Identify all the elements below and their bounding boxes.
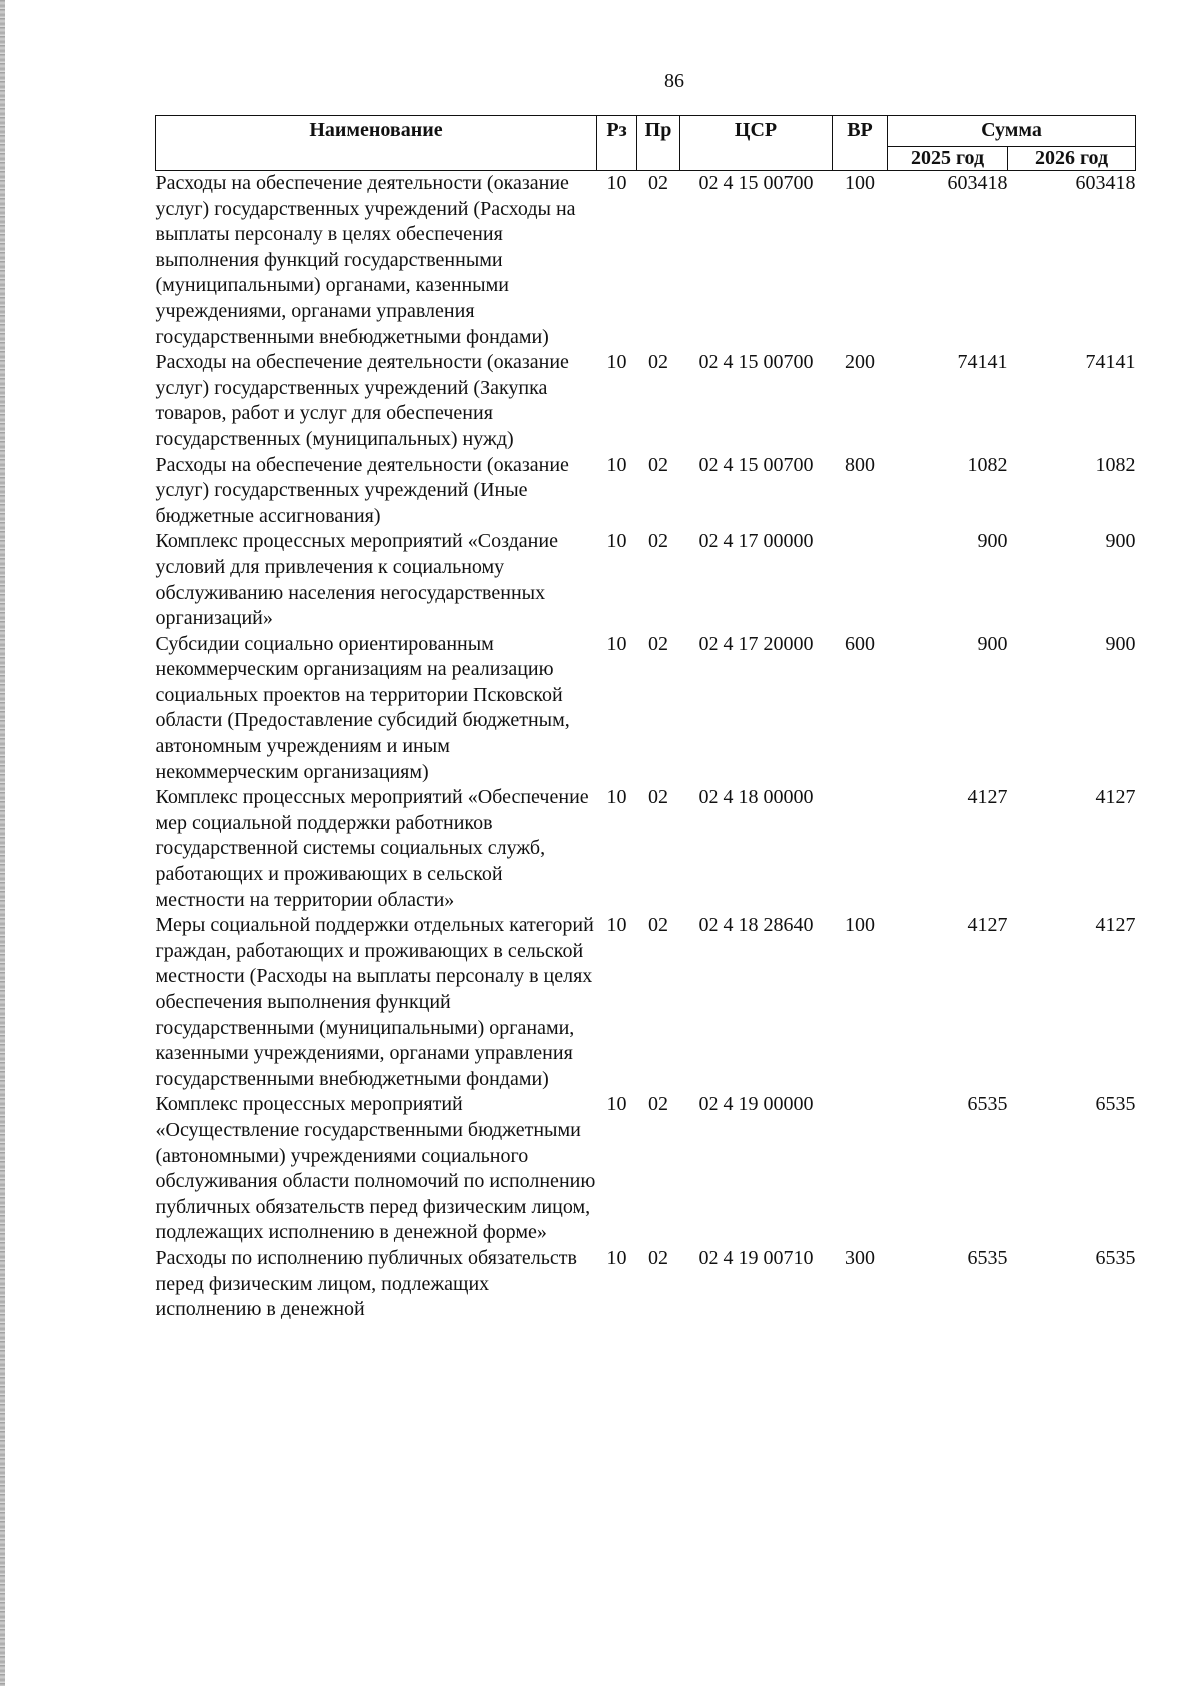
row-name: Комплекс процессных мероприятий «Обеспечение мер социальной поддержки работников государственной системы социальных служб, работающих и проживающих в сельской местности на территории области» bbox=[155, 786, 589, 911]
row-sum-2025: 4127 bbox=[967, 914, 1008, 937]
row-csr: 02 4 18 28640 bbox=[698, 914, 814, 937]
row-name: Меры социальной поддержки отдельных категорий граждан, работающих и проживающих в сельской местности (Расходы на выплаты персоналу в целях обеспечения выполнения функций государственными (муниципальными) органами, казенными учреждениями, органами управления государственными внебюджетными фондами) bbox=[155, 914, 594, 1090]
row-csr: 02 4 18 00000 bbox=[698, 786, 814, 809]
row-csr: 02 4 17 00000 bbox=[698, 530, 814, 553]
row-pr: 02 bbox=[648, 1093, 668, 1116]
row-vr bbox=[833, 785, 888, 913]
row-pr: 02 bbox=[648, 172, 668, 194]
table-header bbox=[156, 116, 1136, 171]
row-vr bbox=[833, 1092, 888, 1246]
row-name: Комплекс процессных мероприятий «Создание условий для привлечения к социальному обслуживанию населения негосударственных организаций» bbox=[155, 530, 558, 630]
row-rz: 10 bbox=[606, 1246, 627, 1269]
row-csr: 02 4 15 00700 bbox=[698, 351, 814, 374]
row-name: Расходы на обеспечение деятельности (оказание услуг) государственных учреждений (Закупка товаров, работ и услуг для обеспечения государственных (муниципальных) нужд) bbox=[155, 351, 569, 450]
table-row bbox=[156, 1246, 1136, 1323]
row-sum-2025: 1082 bbox=[967, 453, 1008, 476]
row-vr bbox=[833, 529, 888, 631]
row-rz: 10 bbox=[606, 1093, 627, 1116]
row-sum-2026: 603418 bbox=[1075, 172, 1136, 194]
header-csr: ЦСР bbox=[680, 116, 833, 171]
row-rz: 10 bbox=[606, 530, 627, 553]
row-sum-2025: 6535 bbox=[967, 1246, 1008, 1269]
row-pr: 02 bbox=[648, 1246, 668, 1269]
row-pr: 02 bbox=[648, 453, 668, 476]
header-rz: Рз bbox=[597, 116, 637, 171]
row-sum-2025: 900 bbox=[977, 632, 1008, 655]
row-pr: 02 bbox=[648, 914, 668, 937]
row-sum-2026: 74141 bbox=[1085, 351, 1136, 374]
row-pr: 02 bbox=[648, 786, 668, 809]
row-sum-2026: 1082 bbox=[1095, 453, 1136, 476]
row-rz: 10 bbox=[606, 914, 627, 937]
row-pr: 02 bbox=[648, 632, 668, 655]
header-pr: Пр bbox=[637, 116, 680, 171]
row-sum-2025: 6535 bbox=[967, 1093, 1008, 1116]
row-name: Субсидии социально ориентированным некоммерческим организациям на реализацию социальных проектов на территории Псковской области (Предоставление субсидий бюджетным, автономным учреждениям и иным некоммерческим организациям) bbox=[155, 632, 570, 783]
row-csr: 02 4 19 00000 bbox=[698, 1093, 814, 1116]
header-vr: ВР bbox=[833, 116, 888, 171]
row-sum-2026: 6535 bbox=[1095, 1093, 1136, 1116]
row-sum-2026: 4127 bbox=[1095, 786, 1136, 809]
row-sum-2025: 603418 bbox=[947, 172, 1008, 194]
row-sum-2026: 4127 bbox=[1095, 914, 1136, 937]
table-row bbox=[156, 171, 1136, 351]
row-sum-2026: 900 bbox=[1105, 530, 1136, 553]
row-vr: 300 bbox=[845, 1246, 875, 1269]
row-sum-2025: 74141 bbox=[957, 351, 1008, 374]
row-pr: 02 bbox=[648, 530, 668, 553]
table-row bbox=[156, 913, 1136, 1092]
table-row bbox=[156, 453, 1136, 530]
table-row bbox=[156, 350, 1136, 452]
header-year-2025: 2025 год bbox=[888, 147, 1008, 171]
row-rz: 10 bbox=[606, 172, 627, 194]
row-name: Расходы на обеспечение деятельности (оказание услуг) государственных учреждений (Расходы на выплаты персоналу в целях обеспечения выполнения функций государственными (муниципальными) органами, казенными учреждениями, органами управления государственными внебюджетными фондами) bbox=[155, 172, 576, 348]
table-body bbox=[156, 171, 1136, 1323]
row-rz: 10 bbox=[606, 632, 627, 655]
row-rz: 10 bbox=[606, 453, 627, 476]
row-sum-2026: 900 bbox=[1105, 632, 1136, 655]
budget-table bbox=[155, 115, 1136, 1323]
row-vr: 100 bbox=[845, 914, 875, 937]
row-vr: 100 bbox=[845, 172, 875, 194]
row-rz: 10 bbox=[606, 786, 627, 809]
row-sum-2025: 900 bbox=[977, 530, 1008, 553]
scan-edge bbox=[0, 0, 5, 1686]
page-number: 86 bbox=[664, 70, 684, 92]
header-year-2026: 2026 год bbox=[1008, 147, 1136, 171]
row-name: Расходы по исполнению публичных обязательств перед физическим лицом, подлежащих исполнению в денежной bbox=[155, 1246, 577, 1321]
row-name: Расходы на обеспечение деятельности (оказание услуг) государственных учреждений (Иные бюджетные ассигнования) bbox=[155, 453, 569, 527]
row-sum-2026: 6535 bbox=[1095, 1246, 1136, 1269]
row-vr: 200 bbox=[845, 351, 875, 374]
row-csr: 02 4 19 00710 bbox=[698, 1246, 814, 1269]
row-name: Комплекс процессных мероприятий «Осуществление государственными бюджетными (автономными) учреждениями социального обслуживания области полномочий по исполнению публичных обязательств перед физическим лицом, подлежащих исполнению в денежной форме» bbox=[155, 1093, 596, 1244]
table-row bbox=[156, 1092, 1136, 1246]
row-rz: 10 bbox=[606, 351, 627, 374]
row-sum-2025: 4127 bbox=[967, 786, 1008, 809]
row-csr: 02 4 17 20000 bbox=[698, 632, 814, 655]
row-csr: 02 4 15 00700 bbox=[698, 172, 814, 194]
header-sum: Сумма bbox=[888, 116, 1136, 147]
table-row bbox=[156, 632, 1136, 786]
table-row bbox=[156, 529, 1136, 631]
row-vr: 600 bbox=[845, 632, 875, 655]
row-vr: 800 bbox=[845, 453, 875, 476]
header-name: Наименование bbox=[156, 116, 597, 171]
row-pr: 02 bbox=[648, 351, 668, 374]
table-row bbox=[156, 785, 1136, 913]
row-csr: 02 4 15 00700 bbox=[698, 453, 814, 476]
